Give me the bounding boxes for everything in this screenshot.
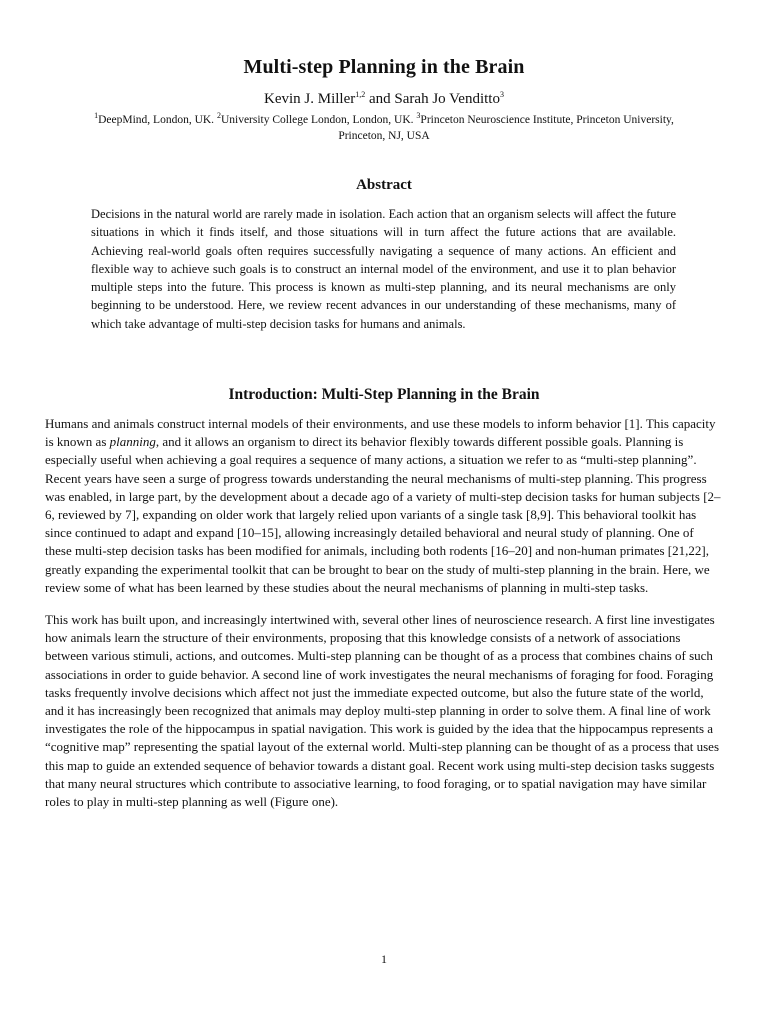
affiliation-1-sup: 1 — [94, 111, 99, 121]
author-line — [0, 91, 768, 108]
author-1-affiliation-sup: 1,2 — [355, 90, 366, 99]
affiliations — [72, 112, 696, 144]
intro-paragraph-1-part-a: Humans and animals construct internal models of their environments, and use these models to inform behavior [1]. This capacity is known as — [45, 416, 716, 450]
page-number: 1 — [381, 952, 387, 966]
affiliation-2-sup: 2 — [216, 111, 221, 121]
intro-paragraph-1 — [45, 415, 721, 597]
intro-paragraph-1-part-b: , and it allows an organism to direct its behavior flexibly towards different possible goals. Planning is especially useful when achieving a goal requires a sequence of many actions, a situation we refer to as “multi-step planning”. Recent years have seen a surge of progress towards understanding the neural mechanisms of multi-step planning. This progress was enabled, in large part, by the development about a decade ago of a variety of multi-step decision tasks for human subjects [2–6, reviewed by 7], expanding on older work that largely relied upon variants of a single task [8,9]. This behavioral toolkit has since continued to adapt and expand [10–15], allowing increasingly detailed behavioral and neural study of planning. One of these multi-step decision tasks has been modified for animals, including both rodents [16–20] and non-human primates [21,22], greatly expanding the experimental toolkit that can be brought to bear on the study of multi-step planning in the brain. Here, we review some of what has been learned by these studies about the neural mechanisms of planning in multi-step tasks. — [45, 434, 721, 595]
intro-paragraph-1-italic-term: planning — [109, 434, 156, 450]
author-1-name: Kevin J. Miller — [264, 91, 356, 107]
abstract-heading: Abstract — [356, 177, 412, 193]
author-2-affiliation-sup: 3 — [499, 90, 504, 99]
intro-paragraph-2: This work has built upon, and increasingly intertwined with, several other lines of neuroscience research. A first line investigates how animals learn the structure of their environments, proposing that this knowledge consists of a network of associations between various stimuli, actions, and outcomes. Multi-step planning can be thought of as a process that combines chains of such associations in order to guide behavior. A second line of work investigates the neural mechanisms of foraging for food. Foraging tasks frequently involve decisions which affect not just the immediate expected outcome, but also the future state of the world, and it has increasingly been recognized that animals may deploy multi-step planning in order to solve them. A final line of work investigates the role of the hippocampus in spatial navigation. This work is guided by the idea that the hippocampus represents a “cognitive map” representing the spatial layout of the external world. Multi-step planning can be thought of as a process that uses this map to guide an extended sequence of behavior towards a distant goal. Recent work using multi-step decision tasks suggests that many neural structures which contribute to associative learning, to food foraging, or to spatial navigation may have similar roles to play in multi-step planning as well (Figure one). — [45, 612, 720, 810]
introduction-heading: Introduction: Multi-Step Planning in the Brain — [228, 386, 540, 403]
abstract-text: Decisions in the natural world are rarely made in isolation. Each action that an organism selects will affect the future situations in which it finds itself, and those situations will in turn affect the future actions that are available. Achieving real-world goals often requires successfully navigating a sequence of many actions. An efficient and flexible way to achieve such goals is to construct an internal model of the environment, and use it to plan behavior multiple steps into the future. This process is known as multi-step planning, and its neural mechanisms are only beginning to be understood. Here, we review recent advances in our understanding of these mechanisms, many of which take advantage of multi-step decision tasks for humans and animals. — [91, 207, 676, 331]
affiliation-1-text: DeepMind, London, UK. — [98, 114, 217, 126]
affiliation-3-sup: 3 — [416, 111, 421, 121]
paper-title: Multi-step Planning in the Brain — [243, 56, 525, 78]
author-joiner: and — [365, 91, 395, 107]
affiliation-2-text: University College London, London, UK. — [220, 114, 417, 126]
author-2-name: Sarah Jo Venditto — [394, 91, 500, 107]
introduction-body — [45, 415, 721, 825]
affiliation-3-text: Princeton Neuroscience Institute, Princeton University, Princeton, NJ, USA — [338, 114, 674, 142]
